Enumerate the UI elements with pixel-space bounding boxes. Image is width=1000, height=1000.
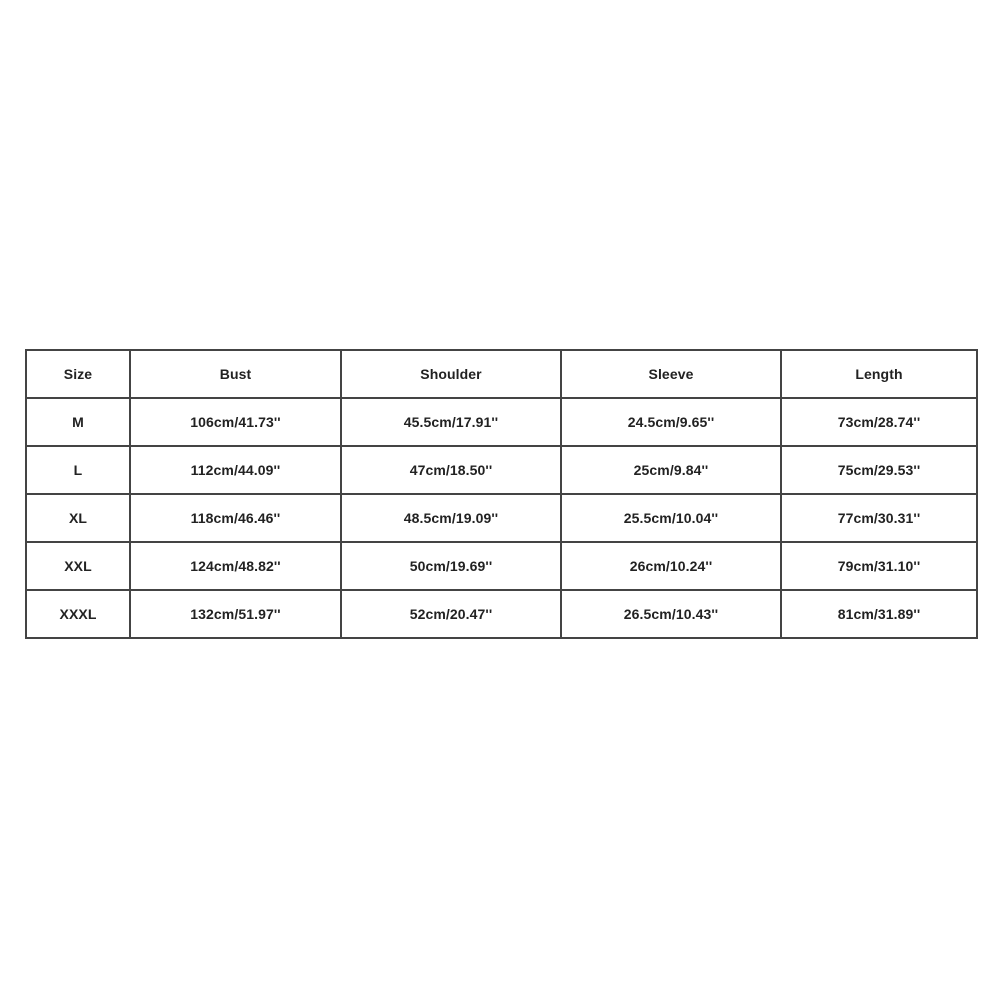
table-row <box>26 446 977 494</box>
header-bust: Bust <box>130 350 341 398</box>
cell-length: 73cm/28.74'' <box>781 398 977 446</box>
cell-shoulder: 47cm/18.50'' <box>341 446 561 494</box>
cell-shoulder: 48.5cm/19.09'' <box>341 494 561 542</box>
cell-sleeve: 26.5cm/10.43'' <box>561 590 781 638</box>
cell-size: L <box>26 446 130 494</box>
header-length: Length <box>781 350 977 398</box>
table-row <box>26 590 977 638</box>
header-shoulder: Shoulder <box>341 350 561 398</box>
table-row <box>26 542 977 590</box>
cell-bust: 132cm/51.97'' <box>130 590 341 638</box>
size-chart-table <box>25 349 978 639</box>
cell-length: 77cm/30.31'' <box>781 494 977 542</box>
cell-bust: 112cm/44.09'' <box>130 446 341 494</box>
table-row <box>26 494 977 542</box>
cell-bust: 118cm/46.46'' <box>130 494 341 542</box>
cell-size: XXXL <box>26 590 130 638</box>
cell-sleeve: 25.5cm/10.04'' <box>561 494 781 542</box>
cell-shoulder: 45.5cm/17.91'' <box>341 398 561 446</box>
cell-length: 79cm/31.10'' <box>781 542 977 590</box>
header-size: Size <box>26 350 130 398</box>
cell-bust: 106cm/41.73'' <box>130 398 341 446</box>
cell-sleeve: 26cm/10.24'' <box>561 542 781 590</box>
cell-bust: 124cm/48.82'' <box>130 542 341 590</box>
header-sleeve: Sleeve <box>561 350 781 398</box>
table-row <box>26 398 977 446</box>
cell-length: 81cm/31.89'' <box>781 590 977 638</box>
cell-sleeve: 24.5cm/9.65'' <box>561 398 781 446</box>
cell-size: M <box>26 398 130 446</box>
cell-size: XL <box>26 494 130 542</box>
cell-shoulder: 52cm/20.47'' <box>341 590 561 638</box>
cell-sleeve: 25cm/9.84'' <box>561 446 781 494</box>
cell-length: 75cm/29.53'' <box>781 446 977 494</box>
cell-size: XXL <box>26 542 130 590</box>
cell-shoulder: 50cm/19.69'' <box>341 542 561 590</box>
table-header-row <box>26 350 977 398</box>
